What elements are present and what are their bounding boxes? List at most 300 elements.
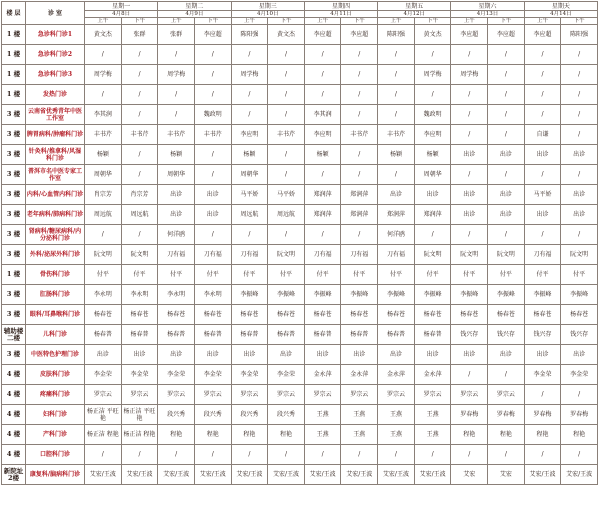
doctor-cell: 郑润萍	[378, 205, 415, 225]
session-am-label: 上午	[304, 18, 341, 25]
dept-header: 诊 室	[26, 2, 85, 25]
floor-cell: 1 楼	[2, 25, 26, 45]
doctor-cell: 杨春苍	[194, 305, 231, 325]
doctor-cell: 钱兴存	[488, 325, 525, 345]
doctor-cell: /	[85, 85, 122, 105]
doctor-cell: /	[341, 165, 378, 185]
floor-cell: 新院址 2楼	[2, 465, 26, 485]
doctor-cell: 罗春梅	[524, 405, 561, 425]
date-label: 4月14日	[524, 11, 597, 18]
doctor-cell: 艾宏/王波	[268, 465, 305, 485]
doctor-cell: 李应明	[231, 125, 268, 145]
table-row	[2, 45, 598, 65]
floor-cell: 3 楼	[2, 305, 26, 325]
doctor-cell: /	[268, 225, 305, 245]
doctor-cell: 陈阳强	[561, 25, 598, 45]
doctor-cell: 周学梅	[85, 65, 122, 85]
doctor-cell: 出诊	[158, 345, 195, 365]
doctor-cell: /	[451, 445, 488, 465]
doctor-cell: 李应超	[194, 25, 231, 45]
dept-cell: 疼痛科门诊	[26, 385, 85, 405]
doctor-cell: 李振峰	[524, 285, 561, 305]
floor-header: 楼 层	[2, 2, 26, 25]
doctor-cell: 周远航	[121, 205, 158, 225]
doctor-cell: 出诊	[561, 185, 598, 205]
doctor-cell: 程艳	[561, 425, 598, 445]
table-row	[2, 225, 598, 245]
doctor-cell: 刀有福	[304, 245, 341, 265]
session-am-label: 上午	[158, 18, 195, 25]
doctor-cell: 李应明	[304, 125, 341, 145]
date-label: 4月8日	[85, 11, 158, 18]
doctor-cell: 艾宏	[451, 465, 488, 485]
doctor-cell: 郑润萍	[341, 205, 378, 225]
doctor-cell: 付平	[268, 265, 305, 285]
date-label: 4月13日	[451, 11, 524, 18]
doctor-cell: 李金荣	[121, 365, 158, 385]
doctor-cell: 杨春普	[121, 325, 158, 345]
doctor-cell: /	[561, 445, 598, 465]
doctor-cell: 周朝华	[231, 165, 268, 185]
doctor-cell: /	[304, 85, 341, 105]
doctor-cell: 李振峰	[378, 285, 415, 305]
doctor-cell: /	[488, 445, 525, 465]
doctor-cell: 阮文明	[451, 245, 488, 265]
doctor-cell: 罗宗云	[488, 385, 525, 405]
doctor-cell: 王燕	[304, 425, 341, 445]
doctor-cell: 罗宗云	[304, 385, 341, 405]
doctor-cell: /	[85, 445, 122, 465]
doctor-cell: /	[158, 45, 195, 65]
doctor-cell: 程艳	[194, 425, 231, 445]
doctor-cell: /	[121, 85, 158, 105]
dept-cell: 内科/心血管内科门诊	[26, 185, 85, 205]
doctor-cell: 出诊	[488, 145, 525, 165]
doctor-cell: 周远航	[268, 205, 305, 225]
doctor-cell: 杨正洁 程艳	[121, 425, 158, 445]
doctor-cell: 艾宏/王波	[414, 465, 451, 485]
doctor-cell: 李应超	[451, 25, 488, 45]
doctor-cell: 杨颖	[158, 145, 195, 165]
doctor-cell: /	[524, 385, 561, 405]
doctor-cell: 段兴秀	[194, 405, 231, 425]
session-pm-label: 下午	[414, 18, 451, 25]
session-pm-label: 下午	[268, 18, 305, 25]
doctor-cell: 罗宗云	[158, 385, 195, 405]
floor-cell: 3 楼	[2, 345, 26, 365]
table-row	[2, 285, 598, 305]
floor-cell: 4 楼	[2, 405, 26, 425]
floor-cell: 3 楼	[2, 165, 26, 185]
dept-cell: 外科/泌尿外科门诊	[26, 245, 85, 265]
doctor-cell: 杨春苍	[488, 305, 525, 325]
doctor-cell: 罗宗云	[268, 385, 305, 405]
doctor-cell: 出诊	[194, 205, 231, 225]
doctor-cell: /	[414, 45, 451, 65]
date-label: 4月11日	[304, 11, 377, 18]
doctor-cell: /	[268, 85, 305, 105]
doctor-cell: /	[231, 45, 268, 65]
dept-cell: 发热门诊	[26, 85, 85, 105]
doctor-cell: 杨春普	[414, 325, 451, 345]
doctor-cell: 杨颖	[378, 145, 415, 165]
doctor-cell: 杨正洁 平旺艳	[121, 405, 158, 425]
doctor-cell: 艾宏	[488, 465, 525, 485]
doctor-cell: 出诊	[378, 185, 415, 205]
doctor-cell: 阮文明	[121, 245, 158, 265]
doctor-cell: 金永萍	[304, 365, 341, 385]
doctor-cell: 王燕	[341, 425, 378, 445]
doctor-cell: 李应超	[488, 25, 525, 45]
doctor-cell: 出诊	[488, 205, 525, 225]
doctor-cell: /	[231, 85, 268, 105]
doctor-cell: 自谦	[524, 125, 561, 145]
doctor-cell: 出诊	[121, 345, 158, 365]
doctor-cell: 出诊	[524, 345, 561, 365]
doctor-cell: /	[268, 45, 305, 65]
doctor-cell: 付平	[378, 265, 415, 285]
doctor-cell: 李金荣	[158, 365, 195, 385]
floor-cell: 1 楼	[2, 45, 26, 65]
doctor-cell: 钱兴存	[451, 325, 488, 345]
dept-cell: 老年病科/肺病科门诊	[26, 205, 85, 225]
doctor-cell: 李其润	[85, 105, 122, 125]
doctor-cell: 李金荣	[561, 365, 598, 385]
doctor-cell: 李金荣	[268, 365, 305, 385]
doctor-cell: 王燕	[414, 405, 451, 425]
dept-cell: 云南省优秀青年中医工作室	[26, 105, 85, 125]
doctor-cell: 李振峰	[231, 285, 268, 305]
table-header	[2, 2, 598, 25]
doctor-cell: 出诊	[451, 145, 488, 165]
table-row	[2, 265, 598, 285]
doctor-cell: 艾宏/王波	[194, 465, 231, 485]
session-pm-label: 下午	[341, 18, 378, 25]
doctor-cell: /	[378, 105, 415, 125]
doctor-cell: 程艳	[524, 425, 561, 445]
doctor-cell: /	[341, 105, 378, 125]
doctor-cell: /	[341, 225, 378, 245]
doctor-cell: 黄文杰	[414, 25, 451, 45]
doctor-cell: 李永明	[85, 285, 122, 305]
doctor-cell: 钱兴存	[524, 325, 561, 345]
floor-cell: 1 楼	[2, 85, 26, 105]
floor-cell: 3 楼	[2, 205, 26, 225]
doctor-cell: 李振峰	[561, 285, 598, 305]
doctor-cell: /	[451, 85, 488, 105]
doctor-cell: /	[561, 85, 598, 105]
header-row-weekday	[2, 2, 598, 11]
doctor-cell: 出诊	[194, 185, 231, 205]
doctor-cell: 丰书芹	[158, 125, 195, 145]
table-row	[2, 365, 598, 385]
doctor-cell: 艾宏/王波	[561, 465, 598, 485]
doctor-cell: 肖宗芳	[85, 185, 122, 205]
doctor-cell: /	[561, 45, 598, 65]
doctor-cell: /	[524, 85, 561, 105]
doctor-cell: 杨春苍	[414, 305, 451, 325]
doctor-cell: 程艳	[231, 425, 268, 445]
doctor-cell: 付平	[524, 265, 561, 285]
doctor-cell: 郑润萍	[304, 205, 341, 225]
table-row	[2, 245, 598, 265]
table-row	[2, 85, 598, 105]
doctor-cell: /	[341, 45, 378, 65]
doctor-cell: 周远航	[85, 205, 122, 225]
doctor-cell: 罗宗云	[121, 385, 158, 405]
table-row	[2, 345, 598, 365]
doctor-cell: 李永明	[158, 285, 195, 305]
table-row	[2, 65, 598, 85]
doctor-cell: 出诊	[488, 345, 525, 365]
doctor-cell: 罗宗云	[194, 385, 231, 405]
doctor-cell: 刀有福	[231, 245, 268, 265]
doctor-cell: 李金荣	[524, 365, 561, 385]
table-row	[2, 425, 598, 445]
doctor-cell: 出诊	[524, 145, 561, 165]
doctor-cell: 杨春苍	[378, 305, 415, 325]
session-am-label: 上午	[85, 18, 122, 25]
doctor-cell: 程艳	[158, 425, 195, 445]
doctor-cell: 杨颖	[85, 145, 122, 165]
doctor-cell: 魏政明	[414, 105, 451, 125]
doctor-cell: 程艳	[268, 425, 305, 445]
doctor-cell: 周朝华	[414, 165, 451, 185]
doctor-cell: /	[85, 225, 122, 245]
doctor-cell: 丰书芹	[341, 125, 378, 145]
doctor-cell: /	[451, 105, 488, 125]
doctor-cell: 杨春普	[341, 325, 378, 345]
session-am-label: 上午	[524, 18, 561, 25]
doctor-cell: 马平娇	[231, 185, 268, 205]
doctor-cell: /	[121, 105, 158, 125]
doctor-cell: 出诊	[414, 345, 451, 365]
doctor-cell: 李振峰	[268, 285, 305, 305]
clinic-schedule-table	[1, 1, 598, 485]
doctor-cell: 杨颖	[231, 145, 268, 165]
doctor-cell: 罗春梅	[561, 405, 598, 425]
doctor-cell: 李振峰	[341, 285, 378, 305]
doctor-cell: /	[414, 225, 451, 245]
doctor-cell: 刀有福	[158, 245, 195, 265]
doctor-cell: 郑润萍	[414, 205, 451, 225]
session-pm-label: 下午	[194, 18, 231, 25]
table-row	[2, 305, 598, 325]
doctor-cell: 刀有福	[378, 245, 415, 265]
doctor-cell: 钱兴存	[561, 325, 598, 345]
doctor-cell: /	[194, 65, 231, 85]
doctor-cell: 段兴秀	[158, 405, 195, 425]
dept-cell: 急诊科门诊1	[26, 25, 85, 45]
header-row-session	[2, 18, 598, 25]
doctor-cell: 阮文明	[488, 245, 525, 265]
doctor-cell: 李永明	[194, 285, 231, 305]
floor-cell: 3 楼	[2, 105, 26, 125]
weekday-label: 星期五	[378, 2, 451, 11]
doctor-cell: /	[304, 165, 341, 185]
doctor-cell: 马平娇	[268, 185, 305, 205]
session-am-label: 上午	[451, 18, 488, 25]
doctor-cell: /	[341, 65, 378, 85]
doctor-cell: /	[85, 45, 122, 65]
doctor-cell: 金永萍	[341, 365, 378, 385]
doctor-cell: 罗宗云	[414, 385, 451, 405]
doctor-cell: /	[121, 445, 158, 465]
doctor-cell: 付平	[194, 265, 231, 285]
doctor-cell: 出诊	[341, 345, 378, 365]
doctor-cell: 丰书芹	[268, 125, 305, 145]
doctor-cell: /	[341, 145, 378, 165]
weekday-label: 星期六	[451, 2, 524, 11]
doctor-cell: /	[268, 65, 305, 85]
doctor-cell: 李应超	[304, 25, 341, 45]
floor-cell: 3 楼	[2, 285, 26, 305]
doctor-cell: 杨颖	[414, 145, 451, 165]
doctor-cell: /	[158, 85, 195, 105]
doctor-cell: /	[268, 165, 305, 185]
doctor-cell: /	[194, 445, 231, 465]
doctor-cell: 周朝华	[158, 165, 195, 185]
doctor-cell: 出诊	[268, 345, 305, 365]
doctor-cell: 阮文明	[561, 245, 598, 265]
doctor-cell: 罗宗云	[378, 385, 415, 405]
doctor-cell: 出诊	[524, 205, 561, 225]
doctor-cell: /	[194, 85, 231, 105]
doctor-cell: 杨春普	[85, 325, 122, 345]
doctor-cell: 出诊	[414, 185, 451, 205]
doctor-cell: 李金荣	[231, 365, 268, 385]
doctor-cell: 周学梅	[231, 65, 268, 85]
doctor-cell: 罗宗云	[451, 385, 488, 405]
table-body	[2, 25, 598, 485]
doctor-cell: /	[121, 65, 158, 85]
doctor-cell: 艾宏/王波	[524, 465, 561, 485]
doctor-cell: 周远航	[231, 205, 268, 225]
dept-cell: 急诊科门诊2	[26, 45, 85, 65]
doctor-cell: 艾宏/王波	[158, 465, 195, 485]
doctor-cell: /	[524, 225, 561, 245]
floor-cell: 3 楼	[2, 145, 26, 165]
floor-cell: 3 楼	[2, 185, 26, 205]
dept-cell: 康复科/脑病科门诊	[26, 465, 85, 485]
doctor-cell: 出诊	[85, 345, 122, 365]
doctor-cell: /	[561, 65, 598, 85]
dept-cell: 眼科/耳鼻喉科门诊	[26, 305, 85, 325]
session-pm-label: 下午	[121, 18, 158, 25]
doctor-cell: 李应明	[414, 125, 451, 145]
doctor-cell: 付平	[85, 265, 122, 285]
doctor-cell: 付平	[304, 265, 341, 285]
doctor-cell: /	[561, 385, 598, 405]
doctor-cell: 出诊	[304, 345, 341, 365]
schedule-wrap	[1, 1, 598, 485]
session-am-label: 上午	[378, 18, 415, 25]
doctor-cell: 李金荣	[194, 365, 231, 385]
doctor-cell: 杨春苍	[524, 305, 561, 325]
doctor-cell: 杨春普	[194, 325, 231, 345]
doctor-cell: /	[341, 445, 378, 465]
doctor-cell: /	[378, 445, 415, 465]
doctor-cell: 肖宗芳	[121, 185, 158, 205]
doctor-cell: 周学梅	[451, 65, 488, 85]
doctor-cell: 刀有福	[524, 245, 561, 265]
floor-cell: 辅助楼二楼	[2, 325, 26, 345]
doctor-cell: /	[488, 125, 525, 145]
doctor-cell: 张群	[158, 25, 195, 45]
dept-cell: 肾病科/糖尿病科/内分泌科门诊	[26, 225, 85, 245]
doctor-cell: 艾宏/王波	[304, 465, 341, 485]
weekday-label: 星期一	[85, 2, 158, 11]
doctor-cell: 杨春苍	[231, 305, 268, 325]
doctor-cell: 出诊	[561, 145, 598, 165]
dept-cell: 急诊科门诊3	[26, 65, 85, 85]
doctor-cell: 出诊	[488, 185, 525, 205]
doctor-cell: 阮文明	[414, 245, 451, 265]
floor-cell: 4 楼	[2, 385, 26, 405]
doctor-cell: /	[488, 45, 525, 65]
doctor-cell: /	[524, 45, 561, 65]
table-row	[2, 25, 598, 45]
doctor-cell: /	[231, 105, 268, 125]
doctor-cell: 杨春普	[158, 325, 195, 345]
doctor-cell: /	[524, 445, 561, 465]
doctor-cell: 杨春苍	[121, 305, 158, 325]
doctor-cell: 罗宗云	[85, 385, 122, 405]
doctor-cell: /	[231, 225, 268, 245]
table-row	[2, 445, 598, 465]
doctor-cell: /	[378, 45, 415, 65]
doctor-cell: /	[524, 105, 561, 125]
doctor-cell: /	[268, 445, 305, 465]
floor-cell: 1 楼	[2, 265, 26, 285]
doctor-cell: 杨春苍	[85, 305, 122, 325]
doctor-cell: /	[304, 45, 341, 65]
doctor-cell: 李振峰	[488, 285, 525, 305]
doctor-cell: /	[414, 445, 451, 465]
doctor-cell: 王燕	[304, 405, 341, 425]
doctor-cell: 杨春苍	[304, 305, 341, 325]
doctor-cell: /	[561, 165, 598, 185]
doctor-cell: /	[451, 125, 488, 145]
doctor-cell: 出诊	[158, 185, 195, 205]
doctor-cell: /	[561, 125, 598, 145]
doctor-cell: 杨春苍	[158, 305, 195, 325]
doctor-cell: /	[488, 225, 525, 245]
doctor-cell: 李振峰	[304, 285, 341, 305]
doctor-cell: 杨春普	[231, 325, 268, 345]
doctor-cell: 程艳	[488, 425, 525, 445]
doctor-cell: /	[451, 225, 488, 245]
doctor-cell: 出诊	[194, 345, 231, 365]
doctor-cell: 李永明	[121, 285, 158, 305]
doctor-cell: 王燕	[378, 425, 415, 445]
doctor-cell: /	[121, 145, 158, 165]
doctor-cell: 刀有福	[341, 245, 378, 265]
table-row	[2, 465, 598, 485]
doctor-cell: /	[561, 105, 598, 125]
doctor-cell: 付平	[158, 265, 195, 285]
table-row	[2, 105, 598, 125]
doctor-cell: /	[378, 85, 415, 105]
doctor-cell: 出诊	[451, 185, 488, 205]
doctor-cell: /	[121, 45, 158, 65]
doctor-cell: 周朝华	[85, 165, 122, 185]
doctor-cell: 程艳	[451, 425, 488, 445]
doctor-cell: 李应超	[524, 25, 561, 45]
doctor-cell: 艾宏/王波	[121, 465, 158, 485]
dept-cell: 肛肠科门诊	[26, 285, 85, 305]
doctor-cell: 丰书芹	[378, 125, 415, 145]
